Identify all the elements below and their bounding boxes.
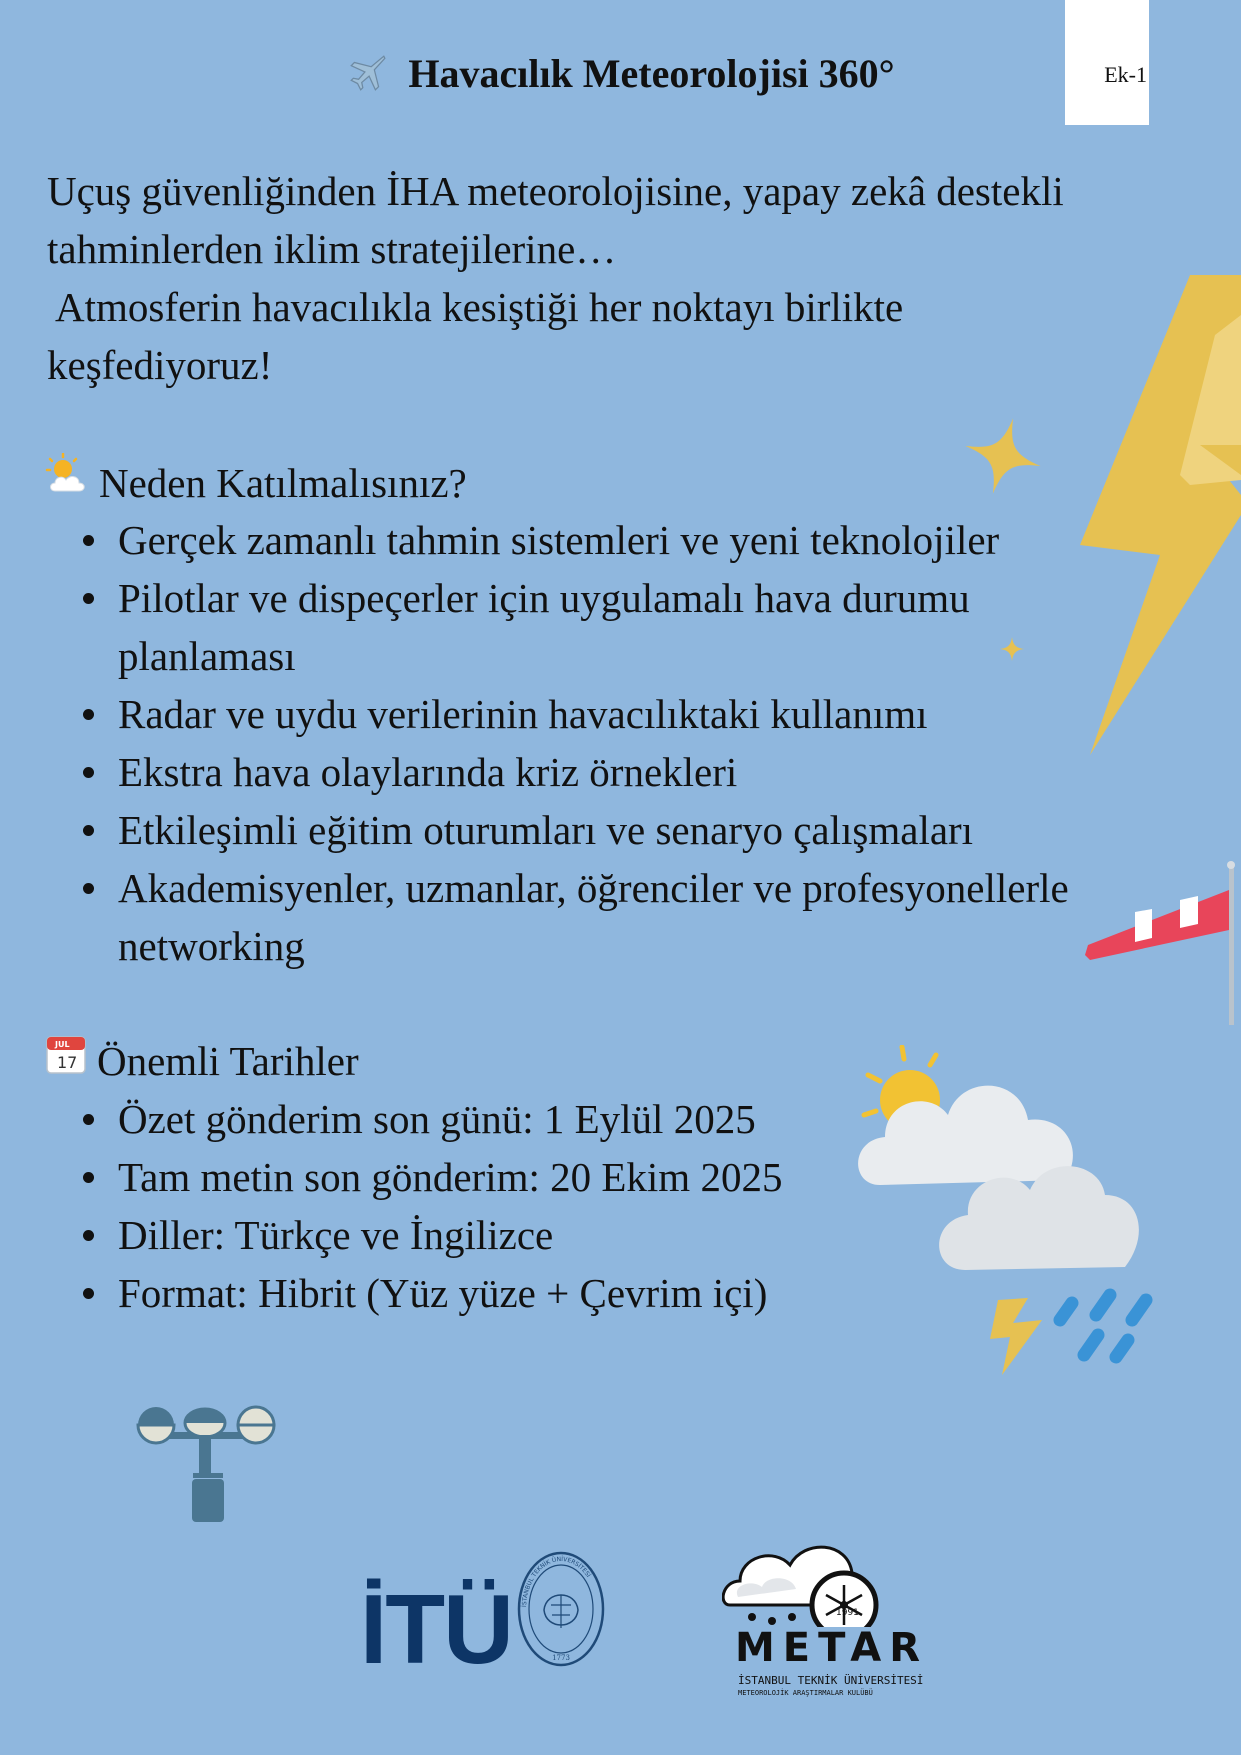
intro-line: Atmosferin havacılıkla kesiştiği her noktayı birlikte [47,284,904,330]
why-list [0,511,1160,975]
list-item: Ekstra hava olaylarında kriz örnekleri [0,743,1160,801]
metar-subtitle-2: METEOROLOJİK ARAŞTIRMALAR KULÜBÜ [738,1689,873,1697]
sparkle-icon [962,415,1044,497]
storm-cloud-icon [850,1045,1195,1380]
page-title [0,50,1241,104]
list-item: Pilotlar ve dispeçerler için uygulamalı hava durumu planlaması [0,569,1063,685]
intro-line: tahminlerden iklim stratejilerine… [47,226,617,272]
list-item: Diller: Türkçe ve İngilizce [0,1206,1160,1264]
list-item: Özet gönderim son günü: 1 Eylül 2025 [0,1090,1160,1148]
list-item: Format: Hibrit (Yüz yüze + Çevrim içi) [0,1264,1160,1322]
dates-heading [45,1032,359,1090]
metar-logo-text: METAR [735,1625,929,1671]
metar-year: 1991 [836,1608,859,1618]
itu-logo-text: İTÜ [360,1574,512,1684]
anemometer-icon [135,1395,280,1530]
intro-line: keşfediyoruz! [47,342,273,388]
sun-behind-cloud-icon [45,453,89,512]
annex-label: Ek-1 [1104,62,1147,87]
intro-paragraph [47,162,1167,394]
metar-subtitle: İSTANBUL TEKNİK ÜNİVERSİTESİ [738,1674,924,1687]
calendar-day: 17 [57,1053,78,1072]
seal-text: İSTANBUL TEKNİK ÜNİVERSİTESİ [521,1555,592,1608]
calendar-month: JUL [55,1040,70,1049]
svg-text:İSTANBUL TEKNİK ÜNİVERSİTESİ [521,1556,592,1607]
dates-heading-text: Önemli Tarihler [97,1038,359,1084]
list-item: Gerçek zamanlı tahmin sistemleri ve yeni teknolojiler [0,511,1160,569]
list-item: Tam metin son gönderim: 20 Ekim 2025 [0,1148,1160,1206]
title-text: Havacılık Meteorolojisi 360° [408,51,895,96]
itu-seal-icon [516,1550,606,1668]
list-item: Akademisyenler, uzmanlar, öğrenciler ve profesyonellerle networking [0,859,1158,975]
metar-logo-icon [722,1535,884,1627]
seal-year: 1773 [552,1654,570,1662]
intro-line: Uçuş güvenliğinden İHA meteorolojisine, yapay zekâ destekli [47,168,1064,214]
why-heading-text: Neden Katılmalısınız? [99,459,467,506]
calendar-icon [45,1032,87,1090]
airplane-icon [346,52,388,104]
why-heading [45,453,467,512]
list-item: Etkileşimli eğitim oturumları ve senaryo çalışmaları [0,801,1160,859]
list-item: Radar ve uydu verilerinin havacılıktaki kullanımı [0,685,1160,743]
